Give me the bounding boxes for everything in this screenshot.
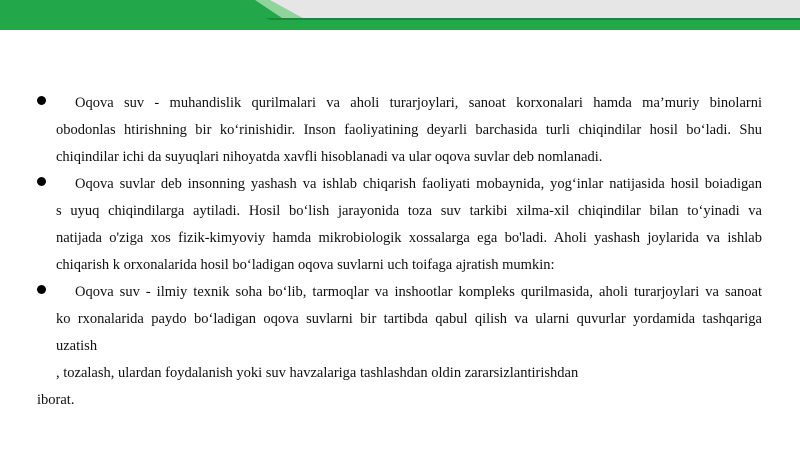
- paragraph-3-line-2: ko rxonalarida paydo boʻladigan oqova suvlarni bir tartibda qabul qilish va ularni quvurlar yordamida tashqariga: [56, 311, 762, 327]
- paragraph-2-line-4: chiqarish k orxonalarida hosil boʻladigan oqova suvlarni uch toifaga ajratish mumkin:: [56, 257, 555, 273]
- paragraph-1-line-3: chiqindilar ichi da suyuqlari nihoyatda xavfli hisoblanadi va ular oqova suvlar deb nomlanadi.: [56, 149, 603, 165]
- paragraph-2-line-3: natijada o'ziga xos fizik-kimyoviy hamda mikrobiologik xossalarga ega bo'ladi. Aholi yashash joylarida va ishlab: [56, 230, 762, 246]
- paragraph-1-line-1: Oqova suv - muhandislik qurilmalari va aholi turarjoylari, sanoat korxonalari hamda ma’muriy binolarni: [75, 95, 762, 111]
- continuation-line-2: iborat.: [37, 392, 75, 408]
- paragraph-2-line-1: Oqova suvlar deb insonning yashash va ishlab chiqarish faoliyati mobaynida, yogʻinlar natijasida hosil boiadigan: [75, 176, 762, 192]
- continuation-line-1: , tozalash, ulardan foydalanish yoki suv havzalariga tashlashdan oldin zararsizlantirishdan: [56, 365, 579, 381]
- bullet-point: [37, 177, 46, 186]
- paragraph-1-line-2: obodonlas htirishning bir koʻrinishidir. Inson faoliyatining deyarli barchasida turli chiqindilar hosil boʻladi. Shu: [56, 122, 762, 138]
- paragraph-3-line-1: Oqova suv - ilmiy texnik soha boʻlib, tarmoqlar va inshootlar kompleks qurilmasida, aholi turarjoylari va sanoat: [75, 284, 762, 300]
- paragraph-2-line-2: s uyuq chiqindilarga aytiladi. Hosil boʻlish jarayonida toza suv tarkibi xilma-xil chiqindilar bilan toʻyinadi va: [56, 203, 762, 219]
- paragraph-3-line-3: uzatish: [56, 338, 98, 354]
- bullet-point: [37, 285, 46, 294]
- bullet-point: [37, 96, 46, 105]
